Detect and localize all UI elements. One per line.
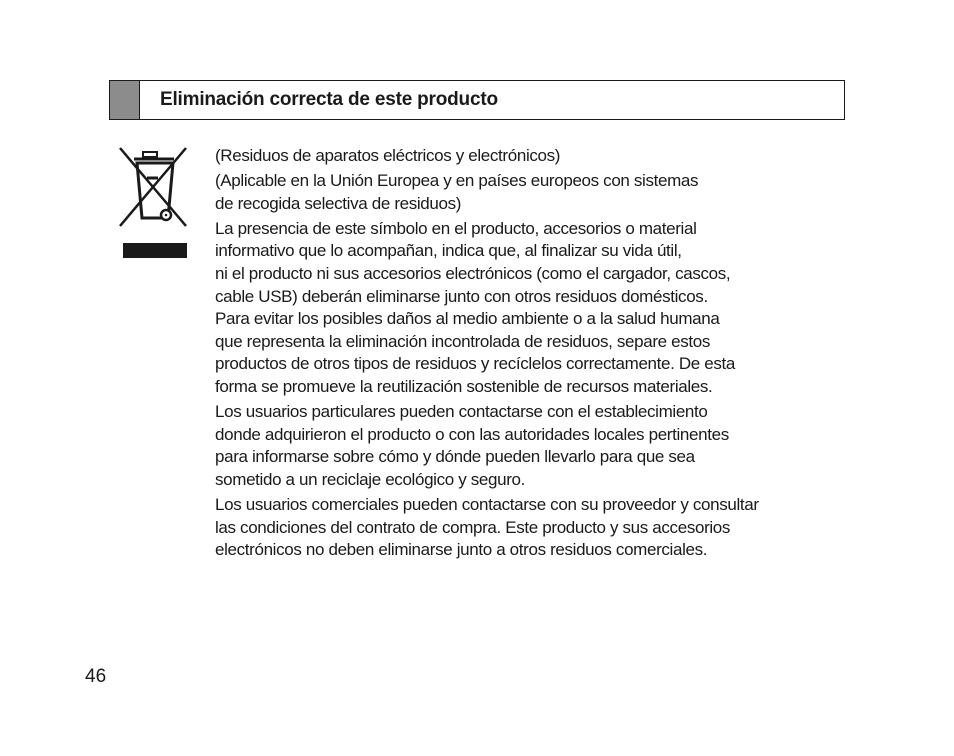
crossed-out-wheelie-bin-icon [116, 144, 192, 262]
paragraph-household-users: Los usuarios particulares pueden contactarse con el establecimiento donde adquirieron el producto o con las autoridades locales pertinentes para informarse sobre cómo y dónde pueden llevarlo para que sea sometido a un reciclaje ecológico y seguro. [215, 402, 729, 489]
body-text [215, 145, 835, 564]
paragraph-business-users: Los usuarios comerciales pueden contactarse con su proveedor y consultar las condiciones del contrato de compra. Este producto y sus accesorios electrónicos no deben eliminarse junto a otros residuos comerciales. [215, 494, 759, 560]
paragraph-symbol-meaning: La presencia de este símbolo en el producto, accesorios o material informativo que lo acompañan, indica que, al finalizar su vida útil, ni el producto ni sus accesorios electrónicos (como el cargador, cascos, cable USB) deberán eliminarse junto con otros residuos domésticos. Para evitar los posibles daños al medio ambiente o a la salud humana que representa la eliminación incontrolada de residuos, separe estos productos de otros tipos de residuos y recíclelos correctamente. De esta forma se promueve la reutilización sostenible de recursos materiales. [215, 218, 736, 396]
page-number: 46 [85, 666, 107, 687]
section-title: Eliminación correcta de este producto [160, 89, 498, 110]
paragraph-applicability: (Aplicable en la Unión Europea y en países europeos con sistemas de recogida selectiva de residuos) [215, 171, 699, 213]
paragraph-weee-title: (Residuos de aparatos eléctricos y electrónicos) [215, 146, 561, 165]
section-header [109, 80, 845, 120]
header-tab-marker [110, 81, 140, 119]
